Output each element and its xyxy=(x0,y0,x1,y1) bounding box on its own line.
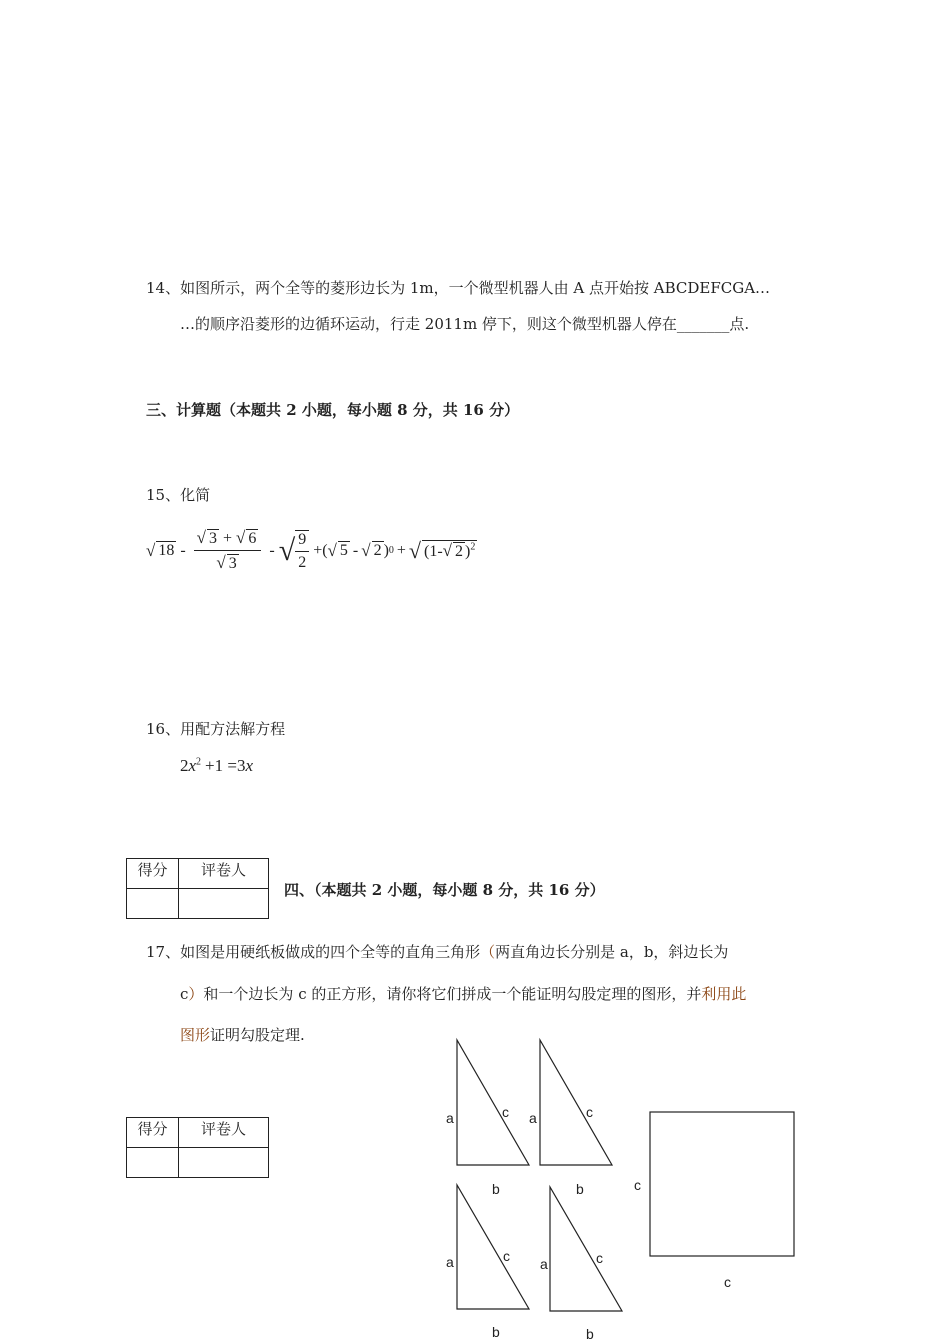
score-header: 得分 xyxy=(127,1118,179,1148)
triangle-4 xyxy=(550,1187,622,1311)
section-4-heading: 四、（本题共 2 小题，每小题 8 分，共 16 分） xyxy=(284,881,605,899)
score-header: 得分 xyxy=(127,859,179,889)
label-c-4: c xyxy=(596,1250,603,1266)
label-c-3: c xyxy=(503,1248,510,1264)
label-b-2: b xyxy=(576,1181,584,1197)
sqrt-5: 5 xyxy=(339,542,348,559)
grader-header: 评卷人 xyxy=(179,859,269,889)
label-b-1: b xyxy=(492,1181,500,1197)
label-b-4: b xyxy=(586,1326,594,1342)
plus-paren: +( xyxy=(313,541,328,559)
q17-line-2: c）和一个边长为 c 的正方形，请你将它们拼成一个能证明勾股定理的图形，并利用此 xyxy=(180,985,747,1003)
q17-line-1: 17、如图是用硬纸板做成的四个全等的直角三角形（两直角边长分别是 a，b，斜边长为 xyxy=(146,943,729,961)
fraction-1-numerator: √ 3 + √ 6 xyxy=(194,528,262,551)
radical-sign: √ xyxy=(146,540,156,560)
radical-sign-large: √ xyxy=(278,533,296,567)
sqrt-18: 18 xyxy=(158,542,175,559)
label-c-2: c xyxy=(586,1104,593,1120)
label-c-square-side: c xyxy=(634,1177,641,1193)
label-c-1: c xyxy=(502,1104,509,1120)
q14-line-2: …的顺序沿菱形的边循环运动，行走 2011m 停下，则这个微型机器人停在_______点. xyxy=(180,315,750,333)
q17-line-3: 图形证明勾股定理. xyxy=(180,1026,305,1044)
q14-line-1: 14、如图所示，两个全等的菱形边长为 1m，一个微型机器人由 A 点开始按 ABCDEFCGA… xyxy=(146,279,771,297)
label-b-3: b xyxy=(492,1324,500,1340)
square-c xyxy=(650,1112,794,1256)
q16-equation: $2x^2 +1 =3x$ xyxy=(180,756,254,775)
q16-title: 16、用配方法解方程 xyxy=(146,720,286,738)
label-a-2: a xyxy=(529,1110,537,1126)
label-a-3: a xyxy=(446,1254,454,1270)
sqrt-2: 2 xyxy=(373,542,382,559)
section-3-heading: 三、计算题（本题共 2 小题，每小题 8 分，共 16 分） xyxy=(146,401,520,419)
minus-sign: - xyxy=(269,541,275,559)
label-c-square-bottom: c xyxy=(724,1274,731,1290)
grader-header: 评卷人 xyxy=(179,1118,269,1148)
q15-title: 15、化简 xyxy=(146,486,211,504)
sqrt-fraction: $\frac{9}{2}$ xyxy=(295,530,309,572)
q15-expression: √ 18 - $\frac{√ 3 + √ 6}{√ 3}$ - √ $\frac{9}{2}$ +( √ 5 - √ 2 ) 0 + √ (1-√ 2 )$^2$ xyxy=(146,528,476,572)
label-a-1: a xyxy=(446,1110,454,1126)
fraction-1-denominator: √ 3 xyxy=(216,553,237,572)
triangle-2 xyxy=(540,1040,612,1165)
label-a-4: a xyxy=(540,1256,548,1272)
exponent-zero: 0 xyxy=(388,545,394,556)
triangle-1 xyxy=(457,1040,529,1165)
minus-sign: - xyxy=(180,541,186,559)
sqrt-squared-term: (1-√ 2 )$^2$ xyxy=(424,541,476,560)
triangle-3 xyxy=(457,1185,529,1309)
